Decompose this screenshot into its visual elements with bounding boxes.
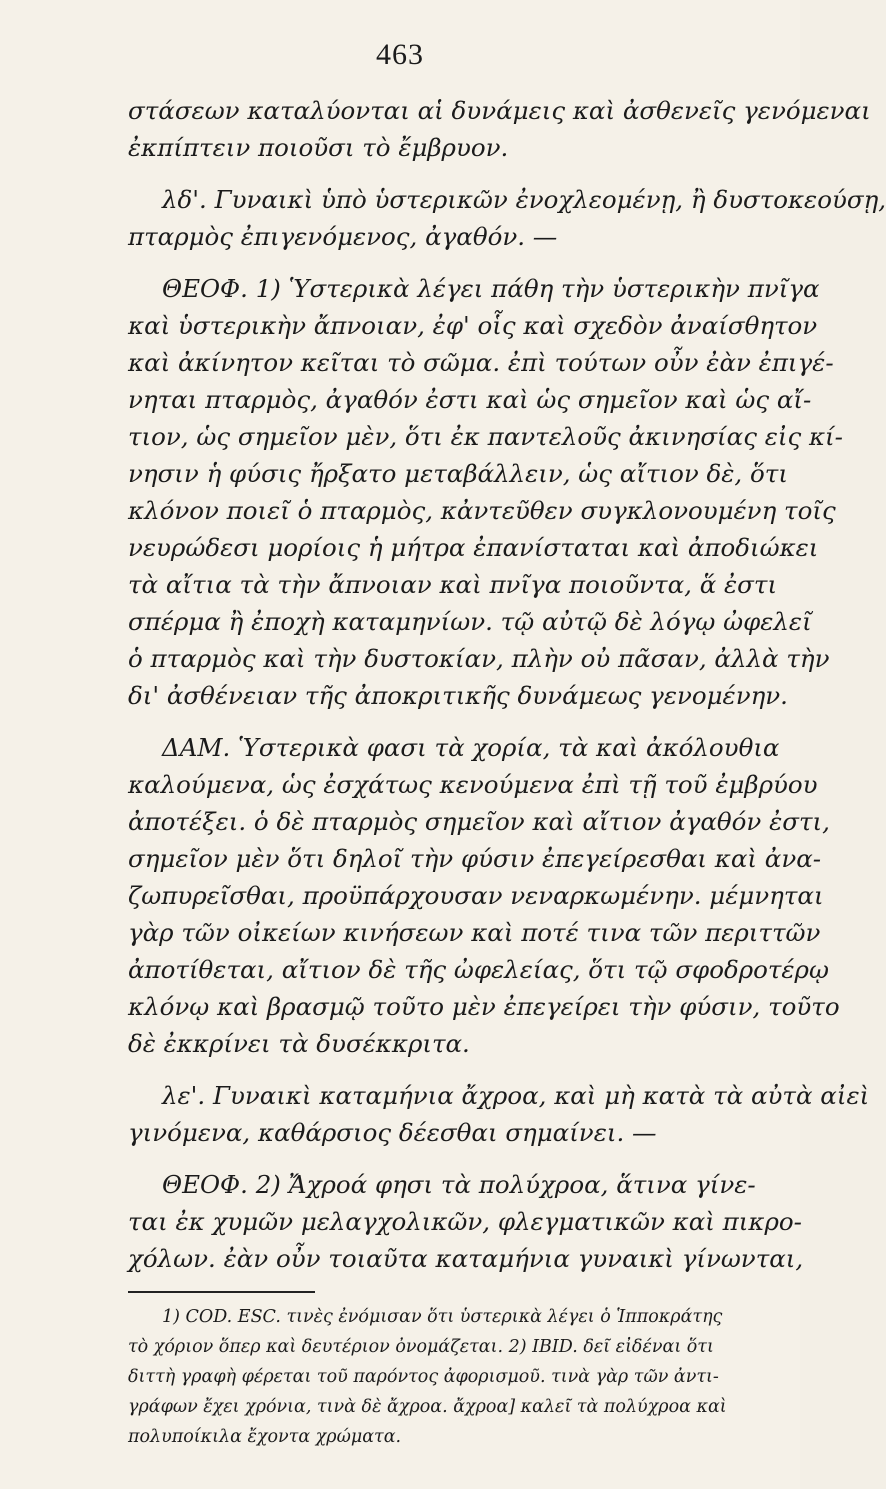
text-line: καὶ ἀκίνητον κεῖται τὸ σῶμα. ἐπὶ τούτων οὖν ἐὰν ἐπιγέ- [128, 348, 834, 377]
text-line: δὲ ἐκκρίνει τὰ δυσέκκριτα. [128, 1029, 470, 1058]
text-line: ἀποτέξει. ὁ δὲ πταρμὸς σημεῖον καὶ αἴτιον ἀγαθόν ἐστι, [128, 807, 830, 836]
text-line: νηται πταρμὸς, ἀγαθόν ἐστι καὶ ὡς σημεῖον καὶ ὡς αἴ- [128, 385, 812, 414]
text-line: γὰρ τῶν οἰκείων κινήσεων καὶ ποτέ τινα τῶν περιττῶν [128, 918, 821, 947]
footnotes [128, 1302, 780, 1452]
text-line: λε'. Γυναικὶ καταμήνια ἄχροα, καὶ μὴ κατὰ τὰ αὐτὰ αἰεὶ [162, 1081, 870, 1110]
text-line: ζωπυρεῖσθαι, προϋπάρχουσαν νεναρκωμένην. μέμνηται [128, 881, 824, 910]
commentary-theophilus-1 [128, 270, 843, 714]
aphorism-35 [128, 1077, 870, 1151]
main-text [128, 92, 886, 1292]
text-line: πταρμὸς ἐπιγενόμενος, ἀγαθόν. — [128, 222, 558, 251]
text-line: σημεῖον μὲν ὅτι δηλοῖ τὴν φύσιν ἐπεγείρεσθαι καὶ ἀνα- [128, 844, 822, 873]
text-line: λδ'. Γυναικὶ ὑπὸ ὑστερικῶν ἐνοχλεομένῃ, ἢ δυστοκεούσῃ, [162, 185, 886, 214]
text-line: γινόμενα, καθάρσιος δέεσθαι σημαίνει. — [128, 1118, 657, 1147]
text-line: καλούμενα, ὡς ἐσχάτως κενούμενα ἐπὶ τῇ τοῦ ἐμβρύου [128, 770, 818, 799]
text-line: ΔΑΜ. Ὑστερικὰ φασι τὰ χορία, τὰ καὶ ἀκόλουθια [162, 733, 780, 762]
text-line: κλόνῳ καὶ βρασμῷ τοῦτο μὲν ἐπεγείρει τὴν φύσιν, τοῦτο [128, 992, 840, 1021]
text-line: ΘΕΟΦ. 1) Ὑστερικὰ λέγει πάθη τὴν ὑστερικὴν πνῖγα [162, 274, 820, 303]
text-line: σπέρμα ἢ ἐποχὴ καταμηνίων. τῷ αὐτῷ δὲ λόγῳ ὠφελεῖ [128, 607, 812, 636]
footnote-line: τὸ χόριον ὅπερ καὶ δευτέριον ὀνομάζεται. 2) IBID. δεῖ εἰδέναι ὅτι [128, 1337, 714, 1357]
text-line: ἀποτίθεται, αἴτιον δὲ τῆς ὠφελείας, ὅτι τῷ σφοδροτέρῳ [128, 955, 829, 984]
text-line: ὁ πταρμὸς καὶ τὴν δυστοκίαν, πλὴν οὐ πᾶσαν, ἀλλὰ τὴν [128, 644, 830, 673]
text-line: ΘΕΟΦ. 2) Ἄχροά φησι τὰ πολύχροα, ἅτινα γίνε- [162, 1170, 756, 1199]
commentary-damascius [128, 729, 840, 1062]
text-line: νησιν ἡ φύσις ἤρξατο μεταβάλλειν, ὡς αἴτιον δὲ, ὅτι [128, 459, 788, 488]
footnote-line: γράφων ἔχει χρόνια, τινὰ δὲ ἄχροα. ἄχροα] καλεῖ τὰ πολύχροα καὶ [128, 1397, 727, 1417]
text-line: ται ἐκ χυμῶν μελαγχολικῶν, φλεγματικῶν καὶ πικρο- [128, 1207, 802, 1236]
text-line: στάσεων καταλύονται αἱ δυνάμεις καὶ ἀσθενεῖς γενόμεναι [128, 96, 871, 125]
footnote-line: πολυποίκιλα ἔχοντα χρώματα. [128, 1427, 402, 1447]
text-line: τὰ αἴτια τὰ τὴν ἄπνοιαν καὶ πνῖγα ποιοῦντα, ἅ ἐστι [128, 570, 778, 599]
page-number: 463 [376, 38, 424, 71]
text-line: τιον, ὡς σημεῖον μὲν, ὅτι ἐκ παντελοῦς ἀκινησίας εἰς κί- [128, 422, 843, 451]
text-line: δι' ἀσθένειαν τῆς ἀποκριτικῆς δυνάμεως γενομένην. [128, 681, 788, 710]
footnote-line: διττὴ γραφὴ φέρεται τοῦ παρόντος ἀφορισμοῦ. τινὰ γὰρ τῶν ἀντι- [128, 1367, 719, 1387]
aphorism-34 [128, 181, 886, 255]
commentary-theophilus-2 [128, 1166, 804, 1277]
text-line: νευρώδεσι μορίοις ἡ μήτρα ἐπανίσταται καὶ ἀποδιώκει [128, 533, 819, 562]
text-line: ἐκπίπτειν ποιοῦσι τὸ ἔμβρυον. [128, 133, 509, 162]
text-line: κλόνον ποιεῖ ὁ πταρμὸς, κἀντεῦθεν συγκλονουμένη τοῖς [128, 496, 836, 525]
footnote-line: 1) COD. ESC. τινὲς ἐνόμισαν ὅτι ὑστερικὰ λέγει ὁ Ἱπποκράτης [162, 1307, 723, 1327]
text-line: καὶ ὑστερικὴν ἄπνοιαν, ἐφ' οἷς καὶ σχεδὸν ἀναίσθητον [128, 311, 818, 340]
footnote-separator [128, 1291, 315, 1293]
text-line: χόλων. ἐὰν οὖν τοιαῦτα καταμήνια γυναικὶ γίνωνται, [128, 1244, 804, 1273]
paragraph-1 [128, 92, 871, 166]
